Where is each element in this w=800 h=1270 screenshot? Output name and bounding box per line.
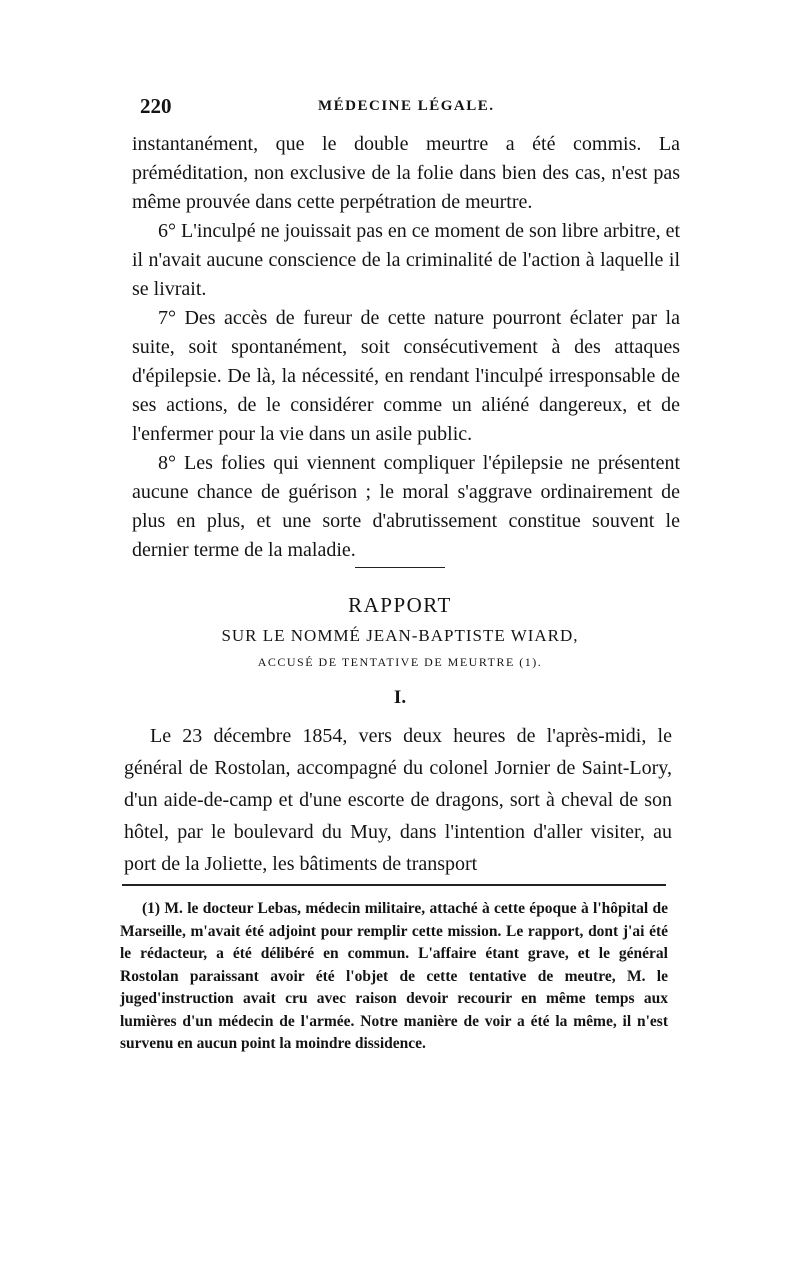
section-number: I. [393,687,407,708]
report-subject: SUR LE NOMMÉ JEAN-BAPTISTE WIARD, [221,626,579,645]
paragraph-conclusion-8: 8° Les folies qui viennent compliquer l'épilepsie ne présentent aucune chance de guérison ; le moral s'aggrave ordinairement de plus en plus, et une sorte d'abrutissement constitue souvent le dernier terme de la maladie. [132,452,680,561]
report-title: RAPPORT [348,593,452,617]
footnote [120,898,668,1056]
report-accused-line: ACCUSÉ DE TENTATIVE DE MEURTRE (1). [257,655,543,669]
running-head [140,94,680,122]
section-text [124,720,672,880]
paragraph-conclusion-7: 7° Des accès de fureur de cette nature pourront éclater par la suite, soit spontanément, soit consécutivement à des attaques d'épilepsie. De là, la nécessité, en rendant l'inculpé irresponsable de ses actions, de le considérer comme un aliéné dangereux, et de l'enfermer pour la vie dans un asile public. [132,307,680,445]
body-text [132,130,680,565]
report-heading [120,590,680,713]
page-number: 220 [140,94,172,118]
footnote-rule [122,884,666,886]
section-separator [355,567,445,568]
paragraph-continued: instantanément, que le double meurtre a été commis. La préméditation, non exclusive de la folie dans bien des cas, n'est pas même prouvée dans cette perpétration de meurtre. [132,133,680,213]
section-paragraph: Le 23 décembre 1854, vers deux heures de l'après-midi, le général de Rostolan, accompagné du colonel Jornier de Saint-Lory, d'un aide-de-camp et d'une escorte de dragons, sort à cheval de son hôtel, par le boulevard du Muy, dans l'intention d'aller visiter, au port de la Joliette, les bâtiments de transport [124,725,672,875]
paragraph-conclusion-6: 6° L'inculpé ne jouissait pas en ce moment de son libre arbitre, et il n'avait aucune conscience de la criminalité de l'action à laquelle il se livrait. [132,220,681,300]
running-title: MÉDECINE LÉGALE. [318,98,495,114]
footnote-text: (1) M. le docteur Lebas, médecin militaire, attaché à cette époque à l'hôpital de Marseille, m'avait été adjoint pour remplir cette mission. Le rapport, dont j'ai été le rédacteur, a été délibéré en commun. L'affaire étant grave, et le général Rostolan paraissant avoir été l'objet de cette tentative de meutre, M. le juged'instruction avait cru avec raison devoir recourir en même temps aux lumières d'un médecin de l'armée. Notre manière de voir a été la même, il n'est survenu en aucun point la moindre dissidence. [120,900,668,1052]
